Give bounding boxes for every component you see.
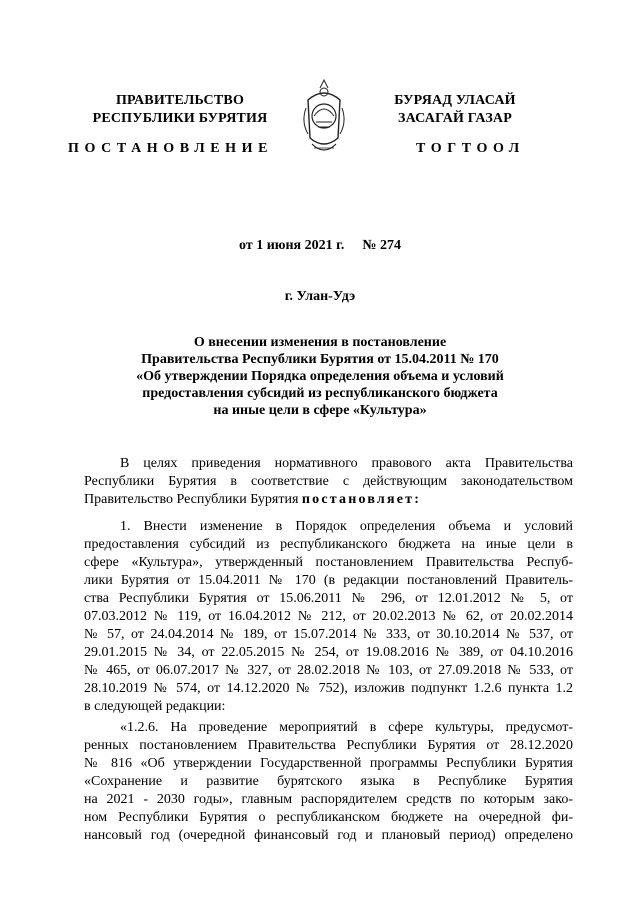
doc-title (90, 334, 550, 419)
text-line (84, 491, 573, 509)
header-left-block (60, 92, 300, 128)
text-line: ном Республики Бурятия о республиканском бюджете на очередной фи- (84, 810, 573, 825)
text-line: Республики Бурятия в соответствие с действующим законодательством (84, 474, 573, 489)
text-line: на 2021 - 2030 годы», главным распорядителем средств по которым зако- (84, 792, 573, 807)
text-line: сфере «Культура», утвержденный постановлением Правительства Респуб- (84, 555, 573, 570)
preamble-paragraph (84, 455, 573, 509)
header-left-line2: РЕСПУБЛИКИ БУРЯТИЯ (92, 111, 268, 126)
preamble-line3-start: Правительство Республики Бурятия (84, 492, 302, 507)
title-line: на иные цели в сфере «Культура» (213, 403, 427, 418)
doc-type-left: ПОСТАНОВЛЕНИЕ (68, 141, 274, 156)
title-line: Правительства Республики Бурятия от 15.04.2011 № 170 (141, 352, 499, 367)
coat-of-arms-icon (298, 72, 350, 162)
text-line: «1.2.6. На проведение мероприятий в сфере культуры, предусмот- (120, 720, 573, 735)
text-line: № 465, от 06.07.2017 № 327, от 28.02.2018 № 103, от 27.09.2018 № 533, от (84, 663, 573, 678)
doc-number: № 274 (362, 238, 401, 253)
date-number-line (0, 238, 640, 254)
title-line: О внесении изменения в постановление (193, 335, 447, 350)
title-line: «Об утверждении Порядка определения объема и условий (136, 369, 504, 384)
text-line: в следующей редакции: (84, 699, 226, 714)
text-line: предоставления субсидий из республиканского бюджета на иные цели в (84, 537, 573, 552)
text-line: нансовый год (очередной финансовый год и плановый период) определено (84, 828, 573, 843)
doc-city: г. Улан-Удэ (284, 289, 356, 304)
text-line: № 816 «Об утверждении Государственной программы Республики Бурятия (84, 756, 573, 771)
text-line: 29.01.2015 № 34, от 22.05.2015 № 254, от 19.08.2016 № 389, от 04.10.2016 (84, 645, 573, 660)
header-left-line1: ПРАВИТЕЛЬСТВО (115, 93, 245, 108)
text-line: 07.03.2012 № 119, от 16.04.2012 № 212, от 20.02.2013 № 62, от 20.02.2014 (84, 609, 573, 624)
header-right-block (360, 92, 550, 128)
text-line: лики Бурятия от 15.04.2011 № 170 (в редакции постановлений Правитель- (84, 573, 573, 588)
subitem-1-2-6-paragraph (84, 719, 573, 845)
text-line: 1. Внести изменение в Порядок определения объема и условий (120, 519, 573, 534)
resolution-verb: постановляет: (301, 492, 422, 507)
header-right-line1: БУРЯАД УЛАСАЙ (394, 93, 516, 108)
doc-type-right: ТОГТООЛ (416, 141, 525, 156)
item-1-paragraph (84, 518, 573, 716)
doc-date: от 1 июня 2021 г. (239, 238, 345, 253)
header-right-line2: ЗАСАГАЙ ГАЗАР (397, 111, 512, 126)
text-line: 28.10.2019 № 574, от 14.12.2020 № 752), изложив подпункт 1.2.6 пункта 1.2 (84, 681, 573, 696)
text-line: ренных постановлением Правительства Республики Бурятия от 28.12.2020 (84, 738, 573, 753)
text-line: ства Республики Бурятия от 15.06.2011 № 296, от 12.01.2012 № 5, от (84, 591, 573, 606)
text-line: В целях приведения нормативного правового акта Правительства (120, 456, 573, 471)
title-line: предоставления субсидий из республиканского бюджета (142, 386, 498, 401)
text-line: «Сохранение и развитие бурятского языка в Республике Бурятия (84, 774, 573, 789)
text-line: № 57, от 24.04.2014 № 189, от 15.07.2014 № 333, от 30.10.2014 № 537, от (84, 627, 573, 642)
